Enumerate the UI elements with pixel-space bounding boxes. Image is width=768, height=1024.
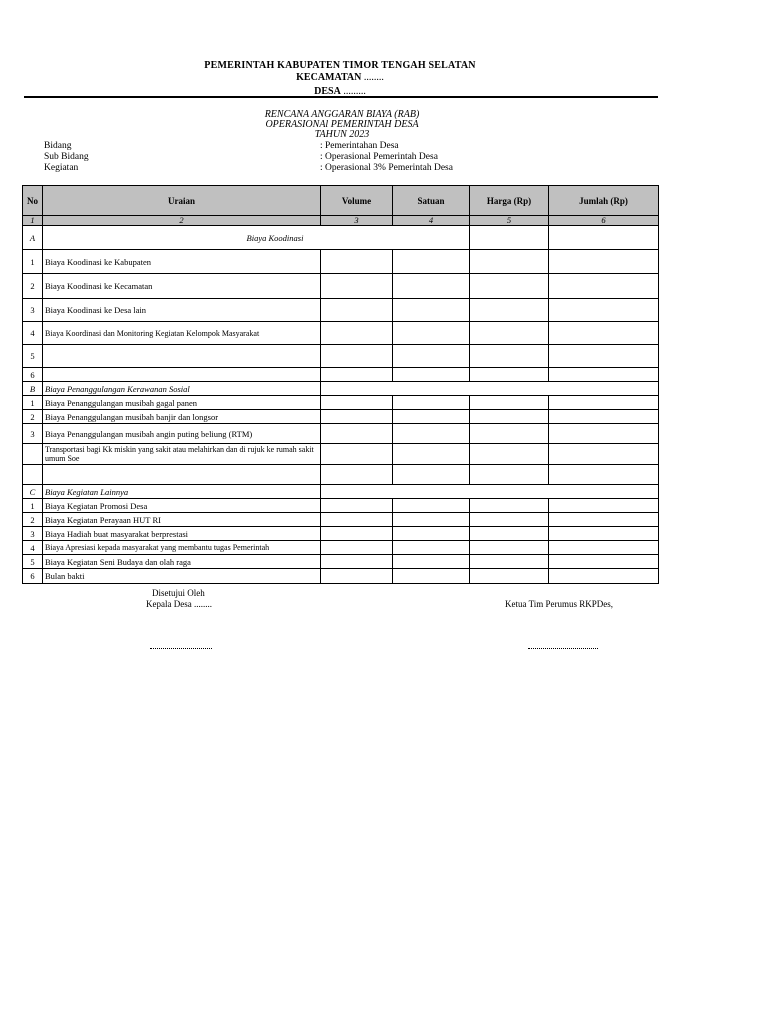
table-row xyxy=(23,569,659,584)
row-uraian: Biaya Koordinasi dan Monitoring Kegiatan Kelompok Masyarakat xyxy=(43,322,321,345)
row-no: 1 xyxy=(23,499,43,513)
section-code: B xyxy=(23,382,43,396)
row-uraian xyxy=(43,368,321,382)
row-uraian: Biaya Kegiatan Perayaan HUT RI xyxy=(43,513,321,527)
meta-label-sub-bidang: Sub Bidang xyxy=(44,152,89,162)
col-number: 3 xyxy=(321,216,393,226)
row-no: 3 xyxy=(23,424,43,444)
desa-value: ......... xyxy=(343,86,366,97)
kecamatan-line xyxy=(0,72,680,83)
row-no: 5 xyxy=(23,555,43,569)
row-uraian: Biaya Penanggulangan musibah gagal panen xyxy=(43,396,321,410)
row-no: 1 xyxy=(23,396,43,410)
section-code: C xyxy=(23,485,43,499)
row-no: 2 xyxy=(23,410,43,424)
meta-label-bidang: Bidang xyxy=(44,141,72,151)
col-header-jumlah: Jumlah (Rp) xyxy=(549,186,659,216)
table-row xyxy=(23,322,659,345)
meta-label-kegiatan: Kegiatan xyxy=(44,163,79,173)
row-no: 6 xyxy=(23,569,43,584)
table-row xyxy=(23,368,659,382)
row-uraian: Biaya Hadiah buat masyarakat berprestasi xyxy=(43,527,321,541)
row-uraian: Bulan bakti xyxy=(43,569,321,584)
table-row xyxy=(23,410,659,424)
row-no: 2 xyxy=(23,274,43,299)
row-no: 3 xyxy=(23,527,43,541)
row-uraian: Biaya Kegiatan Seni Budaya dan olah raga xyxy=(43,555,321,569)
section-title: Biaya Koodinasi xyxy=(43,226,470,250)
row-uraian xyxy=(43,465,321,485)
budget-table xyxy=(22,185,659,584)
row-no: 3 xyxy=(23,299,43,322)
table-row xyxy=(23,396,659,410)
section-row-b xyxy=(23,382,659,396)
row-uraian: Biaya Koodinasi ke Kabupaten xyxy=(43,250,321,274)
col-number: 4 xyxy=(393,216,470,226)
team-leader-signature-line xyxy=(528,648,598,649)
row-no: 6 xyxy=(23,368,43,382)
col-header-satuan: Satuan xyxy=(393,186,470,216)
meta-value-sub-bidang: : Operasional Pemerintah Desa xyxy=(320,152,438,162)
col-number: 5 xyxy=(470,216,549,226)
table-row xyxy=(23,424,659,444)
document-subtitle: OPERASIONAl PEMERINTAH DESA xyxy=(265,119,419,130)
desa-label: DESA xyxy=(314,86,341,97)
table-row xyxy=(23,555,659,569)
table-row xyxy=(23,513,659,527)
approved-by-label: Disetujui Oleh xyxy=(152,588,205,598)
section-code: A xyxy=(23,226,43,250)
row-uraian: Biaya Koodinasi ke Kecamatan xyxy=(43,274,321,299)
row-uraian: Biaya Kegiatan Promosi Desa xyxy=(43,499,321,513)
col-header-volume: Volume xyxy=(321,186,393,216)
table-row xyxy=(23,444,659,465)
row-uraian: Transportasi bagi Kk miskin yang sakit atau melahirkan dan di rujuk ke rumah sakit umum Soe xyxy=(43,444,321,465)
village-head-title: Kepala Desa ........ xyxy=(146,599,212,609)
village-head-signature-line xyxy=(150,648,212,649)
row-no: 1 xyxy=(23,250,43,274)
row-no xyxy=(23,465,43,485)
meta-value-bidang: : Pemerintahan Desa xyxy=(320,141,399,151)
header-divider xyxy=(24,96,658,98)
col-number: 6 xyxy=(549,216,659,226)
table-row xyxy=(23,299,659,322)
row-uraian: Biaya Penanggulangan musibah angin puting beliung (RTM) xyxy=(43,424,321,444)
kecamatan-value: ........ xyxy=(363,72,384,83)
column-number-row xyxy=(23,216,659,226)
row-no: 4 xyxy=(23,322,43,345)
col-header-uraian: Uraian xyxy=(43,186,321,216)
table-row xyxy=(23,465,659,485)
table-header-row xyxy=(23,186,659,216)
kecamatan-label: KECAMATAN xyxy=(296,72,362,83)
row-no: 5 xyxy=(23,345,43,368)
table-row xyxy=(23,527,659,541)
team-leader-title: Ketua Tim Perumus RKPDes, xyxy=(505,599,614,609)
table-row xyxy=(23,541,659,555)
row-no: 4 xyxy=(23,541,43,555)
document-year: TAHUN 2023 xyxy=(314,129,370,140)
meta-value-kegiatan: : Operasional 3% Pemerintah Desa xyxy=(320,163,453,173)
section-title: Biaya Kegiatan Lainnya xyxy=(43,485,321,499)
col-number: 2 xyxy=(43,216,321,226)
table-row xyxy=(23,499,659,513)
row-uraian: Biaya Penanggulangan musibah banjir dan longsor xyxy=(43,410,321,424)
row-uraian: Biaya Koodinasi ke Desa lain xyxy=(43,299,321,322)
col-header-no: No xyxy=(23,186,43,216)
section-row-a xyxy=(23,226,659,250)
table-row xyxy=(23,274,659,299)
table-row xyxy=(23,345,659,368)
row-uraian xyxy=(43,345,321,368)
row-uraian: Biaya Apresiasi kepada masyarakat yang membantu tugas Pemerintah xyxy=(43,541,321,555)
col-number: 1 xyxy=(23,216,43,226)
row-no: 2 xyxy=(23,513,43,527)
section-row-c xyxy=(23,485,659,499)
col-header-harga: Harga (Rp) xyxy=(470,186,549,216)
document-title: RENCANA ANGGARAN BIAYA (RAB) xyxy=(264,109,420,120)
row-no xyxy=(23,444,43,465)
table-row xyxy=(23,250,659,274)
government-header: PEMERINTAH KABUPATEN TIMOR TENGAH SELATAN xyxy=(204,60,476,71)
section-title: Biaya Penanggulangan Kerawanan Sosial xyxy=(43,382,321,396)
